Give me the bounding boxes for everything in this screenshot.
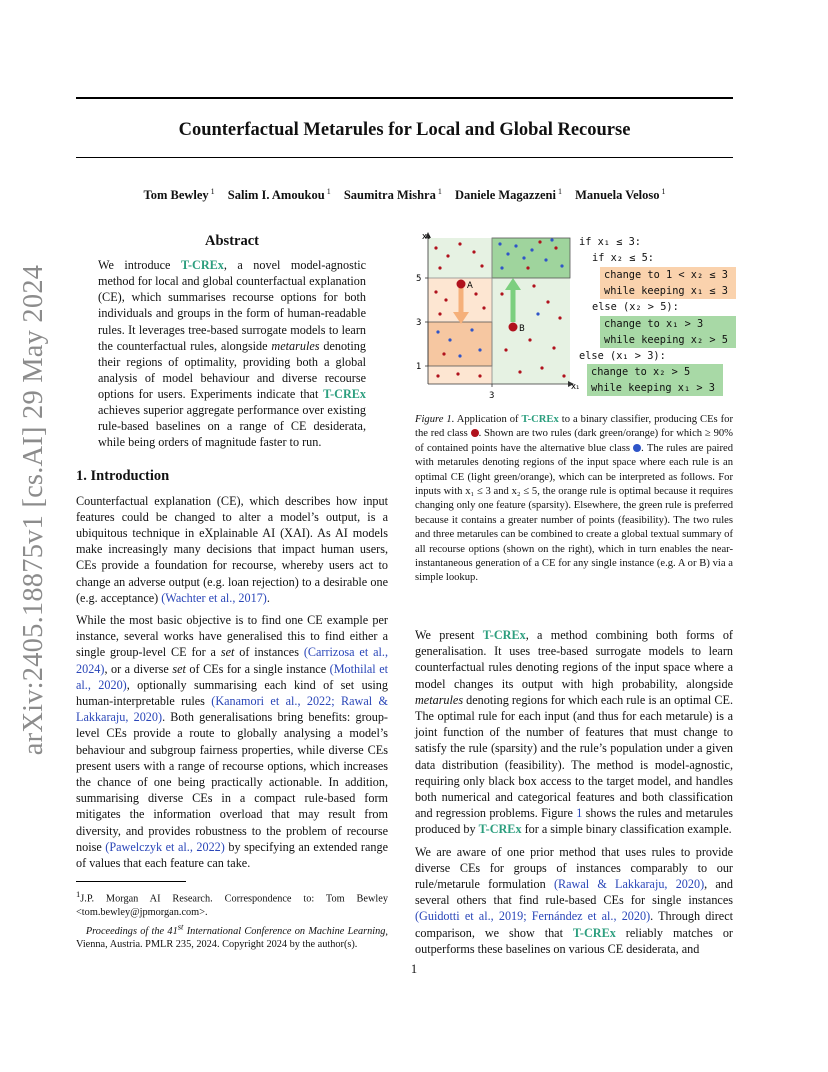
red-class-point: [554, 246, 557, 249]
x-tick-label: 3: [489, 391, 495, 401]
figure-1-plot: [410, 228, 580, 408]
blue-class-point: [436, 330, 439, 333]
red-class-point: [458, 242, 461, 245]
author-list: [76, 187, 733, 203]
arxiv-stamp-text: arXiv:2405.18875v1 [cs.AI] 29 May 2024: [18, 264, 50, 756]
left-column: [76, 233, 388, 953]
red-class-point: [434, 290, 437, 293]
red-class-point: [532, 284, 535, 287]
red-class-point: [436, 374, 439, 377]
point-a-label: A: [467, 281, 473, 291]
citation-link[interactable]: (Wachter et al., 2017): [161, 590, 267, 605]
intro-paragraph-1: Counterfactual explanation (CE), which describes how input features could be changed to alter a model’s output, is a ubiquitous technique in eXplainable AI (XAI). As AI models make increasingly many decisions that impact human users, CEs provide a foundation for recourse, whereby users act to change an adverse output (e.g. loan rejection) to a desirable one (e.g. acceptance) (Wachter et al., 2017).: [76, 493, 388, 605]
citation-link[interactable]: (Carrizosa et al., 2024): [76, 645, 388, 676]
footnotes: $^1$J.P. Morgan AI Research. Correspondence to: Tom Bewley <tom.bewley@jpmorgan.com>. Proceedings of the 41st International Conference on Machine Learning, Vienna, Austria. PMLR 235, 2024. Copyright 2024 by the author(s).: [76, 889, 388, 951]
figure-1-caption: Figure 1. Application of T-CREx to a binary classifier, producing CEs for the red class . Shown are two rules (dark green/orange) for which ≥ 90% of contained points have the alternative blue class . The rules are paired with metarules denoting regions of the input space where each rule is an optimal CE (light green/orange), which can be interpreted as follows. For inputs with x₁ ≤ 3 and x₂ ≤ 5, the orange rule is optimal because it requires changing only one feature (sparsity). Elsewhere, the green rule is preferred because it contains a greater number of points (feasibility). The two rules and three metarules can be combined to create a global textual summary of all recourse options (shown on the right), which in turn enables the near-instantaneous generation of a CE for any single instance (e.g. A or B) via a simple lookup.: [415, 414, 733, 584]
intro-paragraph-2: While the most basic objective is to find one CE example per instance, several works have generalised this to find either a single group-level CE for a set of instances (Carrizosa et al., 2024), or a diverse set of CEs for a single instance (Mothilal et al., 2020), optionally summarising each kind of set using human-interpretable rules (Kanamori et al., 2022; Rawal & Lakkaraju, 2020). Both generalisations bring benefits: group-level CEs provide a route to globally analysing a model’s behaviour and subgroup fairness properties, while diverse CEs present users with a range of recourse options, which increases the chance of one being practically actionable. In addition, summarising diverse CEs in a compact rule-based form mitigates the information overload that may result from diversity, and provides robustness to the problem of recourse noise (Pawelczyk et al., 2022) by specifying an extended range of values that each feature can take.: [76, 612, 389, 870]
blue-class-point: [530, 248, 533, 251]
y-tick-label: 3: [416, 318, 422, 328]
citation-link[interactable]: (Kanamori et al., 2022; Rawal & Lakkaraju, 2020): [76, 693, 389, 725]
point-b: [509, 323, 518, 332]
rule-line: if x₁ ≤ 3:: [579, 236, 641, 248]
blue-class-point: [470, 328, 473, 331]
red-class-point: [518, 370, 521, 373]
point-a: [457, 280, 466, 289]
tcrex-link[interactable]: T-CREx: [478, 822, 522, 837]
red-class-point: [540, 366, 543, 369]
rule-region-orange: [428, 322, 492, 366]
arxiv-stamp: [14, 240, 54, 780]
blue-class-point: [506, 252, 509, 255]
red-class-point: [438, 266, 441, 269]
citation-link[interactable]: (Rawal & Lakkaraju, 2020): [553, 877, 705, 892]
author: Tom Bewley $^1$: [143, 187, 215, 203]
right-paragraph-1: We present T-CREx, a method combining both forms of generalisation. It uses tree-based surrogate models to learn counterfactual rules denoting regions of the input space where a model changes its output with high probability, alongside metarules denoting regions for which each rule is an optimal CE. The optimal rule for each input (and thus for each metarule) is a joint function of the number of features that must change to satisfy the rule (sparsity) and the rule’s population under a given data distribution (feasibility). The method is model-agnostic, requiring only black box access to the target model, and handles both numerical and categorical features and both classification and regression problems. Figure 1 shows the rules and metarules produced by T-CREx for a simple binary classification example.: [415, 628, 733, 837]
tcrex-link[interactable]: T-CREx: [323, 386, 366, 401]
red-class-point: [552, 346, 555, 349]
tcrex-link[interactable]: T-CREx: [572, 925, 616, 940]
footnote-rule: [76, 881, 186, 882]
red-class-point: [434, 246, 437, 249]
red-class-point: [538, 240, 541, 243]
right-paragraph-2: We are aware of one prior method that uses rules to provide diverse CEs for groups of instances comparably to our rule/metarule formulation (Rawal & Lakkaraju, 2020), and several others that find rule-based CEs for single instances (Guidotti et al., 2019; Fernández et al., 2020). Through direct comparison, we show that T-CREx reliably matches or outperforms these baselines on various CE desiderata, and: [415, 844, 733, 956]
figure-ref-link[interactable]: 1: [576, 806, 583, 821]
red-class-point: [438, 312, 441, 315]
author: Salim I. Amoukou $^1$: [227, 187, 331, 203]
rule-line-green: while keeping x₂ > 5: [600, 332, 736, 348]
tcrex-link[interactable]: T-CREx: [180, 258, 224, 273]
rule-line: else (x₂ > 5):: [592, 301, 679, 313]
blue-class-point: [478, 348, 481, 351]
rule-line-orange: change to 1 < x₂ ≤ 3: [600, 267, 736, 283]
red-class-point: [480, 264, 483, 267]
blue-class-point: [458, 354, 461, 357]
rule-line-green: while keeping x₁ > 3: [587, 380, 723, 396]
tcrex-link[interactable]: T-CREx: [482, 628, 526, 642]
rule-summary: [576, 234, 736, 400]
red-class-point: [442, 352, 445, 355]
red-class-point: [562, 374, 565, 377]
blue-class-point: [448, 338, 451, 341]
author: Manuela Veloso $^1$: [575, 187, 666, 203]
red-class-point: [444, 298, 447, 301]
red-dot-icon: [471, 429, 479, 437]
blue-class-point: [536, 312, 539, 315]
red-class-point: [558, 316, 561, 319]
section-heading-introduction: 1. Introduction: [76, 468, 170, 485]
blue-class-point: [560, 264, 563, 267]
blue-class-point: [498, 242, 501, 245]
red-class-point: [526, 266, 529, 269]
blue-dot-icon: [633, 444, 641, 452]
rule-line: else (x₁ > 3):: [579, 350, 666, 362]
abstract-body: We introduce T-CREx, a novel model-agnostic method for local and global counterfactual explanation (CE), which summarises recourse options for both individuals and groups in the form of human-readable rules. It leverages tree-based surrogate models to learn the counterfactual rules, alongside metarules denoting their regions of optimality, providing both a global analysis of model behaviour and diverse recourse options for users. Experiments indicate that T-CREx achieves superior aggregate performance over existing rule-based baselines on a range of CE desiderata, while being orders of magnitude faster to run.: [98, 258, 367, 450]
blue-class-point: [514, 244, 517, 247]
red-class-point: [546, 300, 549, 303]
rule-line-green: change to x₂ > 5: [587, 364, 723, 380]
paper-title: Counterfactual Metarules for Local and Global Recourse: [178, 120, 631, 140]
rule-region-green: [492, 238, 570, 278]
red-class-point: [504, 348, 507, 351]
blue-class-point: [500, 266, 503, 269]
red-class-point: [446, 254, 449, 257]
x-axis-label: x₁: [571, 382, 580, 392]
tcrex-link[interactable]: T-CREx: [521, 414, 559, 425]
title-rule-top: [76, 97, 733, 99]
citation-link[interactable]: (Guidotti et al., 2019; Fernández et al., 2020): [415, 909, 651, 924]
point-b-label: B: [519, 324, 525, 334]
y-tick-label: 1: [416, 362, 422, 372]
rule-line: if x₂ ≤ 5:: [592, 252, 654, 264]
title-rule-bottom: [76, 157, 733, 158]
y-tick-label: 5: [416, 274, 422, 284]
y-axis-label: x₂: [422, 232, 431, 242]
rule-line-green: change to x₁ > 3: [600, 316, 736, 332]
red-class-point: [472, 250, 475, 253]
page-number: 1: [410, 962, 418, 976]
citation-link[interactable]: (Pawelczyk et al., 2022): [105, 839, 225, 854]
author: Saumitra Mishra $^1$: [343, 187, 442, 203]
right-column: [415, 627, 733, 963]
red-class-point: [478, 374, 481, 377]
abstract-heading: Abstract: [205, 233, 259, 249]
blue-class-point: [550, 238, 553, 241]
red-class-point: [528, 338, 531, 341]
red-class-point: [456, 372, 459, 375]
author: Daniele Magazzeni $^1$: [454, 187, 562, 203]
rule-line-orange: while keeping x₁ ≤ 3: [600, 283, 736, 299]
blue-class-point: [544, 258, 547, 261]
red-class-point: [474, 292, 477, 295]
red-class-point: [482, 306, 485, 309]
citation-link[interactable]: (Mothilal et al., 2020): [76, 661, 388, 692]
red-class-point: [500, 292, 503, 295]
blue-class-point: [522, 256, 525, 259]
